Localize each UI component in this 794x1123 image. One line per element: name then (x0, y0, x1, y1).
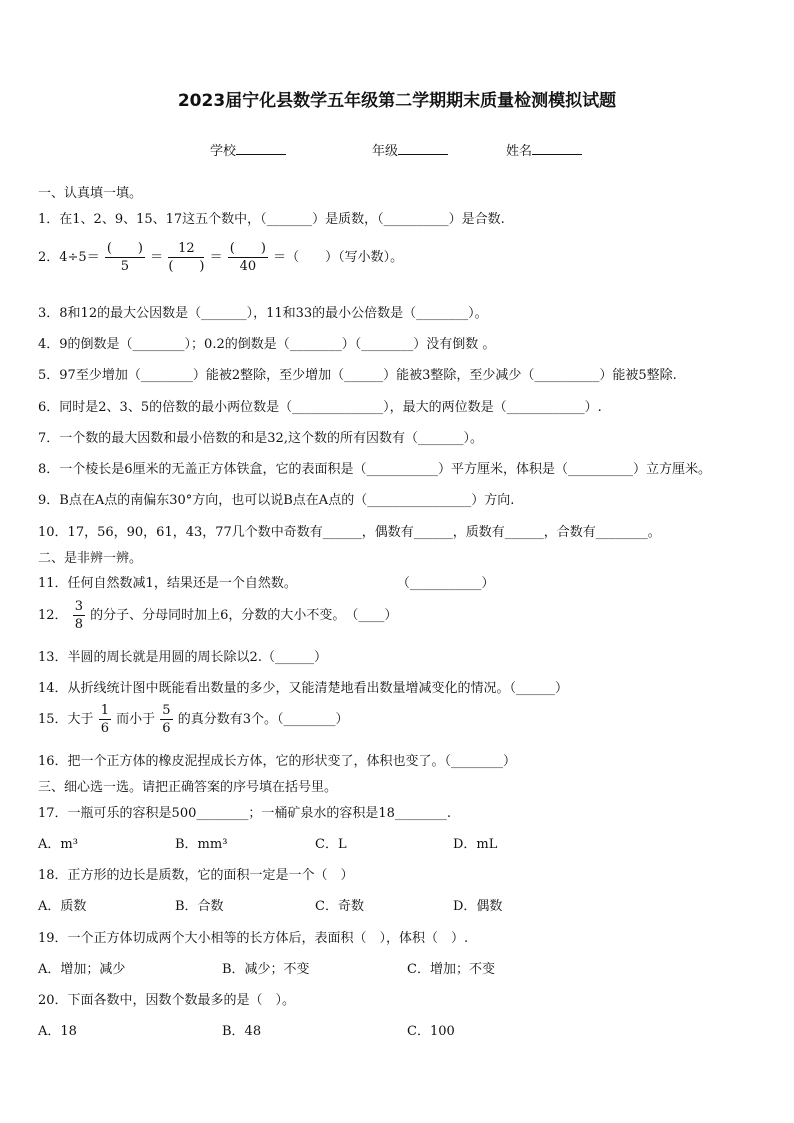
question-12: 12． $\frac{3}{8}$ 的分子、分母同时加上6，分数的大小不变。 （____） (38, 599, 398, 632)
grade-blank (398, 142, 448, 155)
option-c: C．100 (407, 1024, 455, 1039)
question-3: 3．8和12的最大公因数是（_______），11和33的最小公倍数是（________）。 (38, 306, 488, 321)
section-heading-2: 二、是非辨一辨。 (38, 551, 143, 566)
school-label: 学校 (210, 144, 237, 159)
name-field (506, 140, 582, 159)
name-blank (532, 142, 582, 155)
section-heading-1: 一、认真填一填。 (38, 186, 143, 201)
option-c: C．增加；不变 (407, 962, 495, 977)
fraction: $\frac{( )}{5}$ (106, 241, 144, 274)
section-heading-3: 三、细心选一选。请把正确答案的序号填在括号里。 (38, 780, 338, 795)
option-b: B．合数 (175, 899, 224, 914)
option-a: A．18 (38, 1024, 77, 1039)
question-6: 6．同时是2、3、5的倍数的最小两位数是（______________），最大的两位数是（____________）. (38, 400, 602, 415)
option-d: D．偶数 (453, 899, 503, 914)
option-c: C．L (315, 837, 347, 852)
question-17: 17．一瓶可乐的容积是500________；一桶矿泉水的容积是18________. (38, 806, 452, 821)
option-b: B．48 (222, 1024, 262, 1039)
option-a: A．m³ (38, 837, 78, 852)
question-16: 16．把一个正方体的橡皮泥捏成长方体，它的形状变了，体积也变了。（________） (38, 754, 517, 769)
fraction: $\frac{5}{6}$ (162, 703, 171, 736)
school-field (210, 140, 286, 159)
fraction: $\frac{( )}{40}$ (229, 241, 266, 274)
option-b: B．减少；不变 (222, 962, 310, 977)
question-8: 8．一个棱长是6厘米的无盖正方体铁盒，它的表面积是（___________）平方厘米，体积是（__________）立方厘米。 (38, 462, 712, 477)
option-d: D．mL (453, 837, 498, 852)
fraction: $\frac{3}{8}$ (74, 599, 83, 632)
question-2: 2．4÷5＝ $\frac{( )}{5}$ ＝ $\frac{12}{( )}$ ＝ $\frac{( )}{40}$ ＝（ ）（写小数）。 (38, 241, 404, 274)
fraction: $\frac{1}{6}$ (100, 703, 109, 736)
name-label: 姓名 (506, 144, 533, 159)
option-c: C．奇数 (315, 899, 364, 914)
grade-label: 年级 (372, 144, 399, 159)
question-7: 7．一个数的最大因数和最小倍数的和是32,这个数的所有因数有（_______）。 (38, 431, 483, 446)
question-1: 1．在1、2、9、15、17这五个数中，（_______）是质数，（__________）是合数. (38, 212, 505, 227)
option-a: A．质数 (38, 899, 87, 914)
question-15: 15．大于 $\frac{1}{6}$ 而小于 $\frac{5}{6}$ 的真分数有3个。（________） (38, 703, 349, 736)
question-20: 20．下面各数中，因数个数最多的是（ ）。 (38, 993, 296, 1008)
option-a: A．增加；减少 (38, 962, 126, 977)
option-b: B．mm³ (175, 837, 228, 852)
question-19: 19．一个正方体切成两个大小相等的长方体后，表面积（ ），体积（ ）. (38, 931, 469, 946)
page-title: 2023届宁化县数学五年级第二学期期末质量检测模拟试题 (177, 91, 617, 111)
question-18: 18．正方形的边长是质数，它的面积一定是一个（ ） (38, 868, 354, 883)
question-9: 9．B点在A点的南偏东30°方向，也可以说B点在A点的（________________）方向. (38, 493, 515, 508)
question-5: 5．97至少增加（________）能被2整除，至少增加（______）能被3整除，至少减少（__________）能被5整除. (38, 368, 677, 383)
question-11: 11．任何自然数减1，结果还是一个自然数。 （___________） (38, 576, 495, 591)
school-blank (236, 142, 286, 155)
grade-field (372, 140, 448, 159)
question-4: 4．9的倒数是（________）；0.2的倒数是（________）（________）没有倒数 。 (38, 337, 496, 352)
question-14: 14．从折线统计图中既能看出数量的多少，又能清楚地看出数量增减变化的情况。（______） (38, 681, 569, 696)
fraction: $\frac{12}{( )}$ (168, 241, 205, 274)
question-13: 13．半圆的周长就是用圆的周长除以2.（______） (38, 650, 327, 665)
question-10: 10．17，56，90，61，43，77几个数中奇数有______，偶数有______，质数有______，合数有________。 (38, 525, 661, 540)
